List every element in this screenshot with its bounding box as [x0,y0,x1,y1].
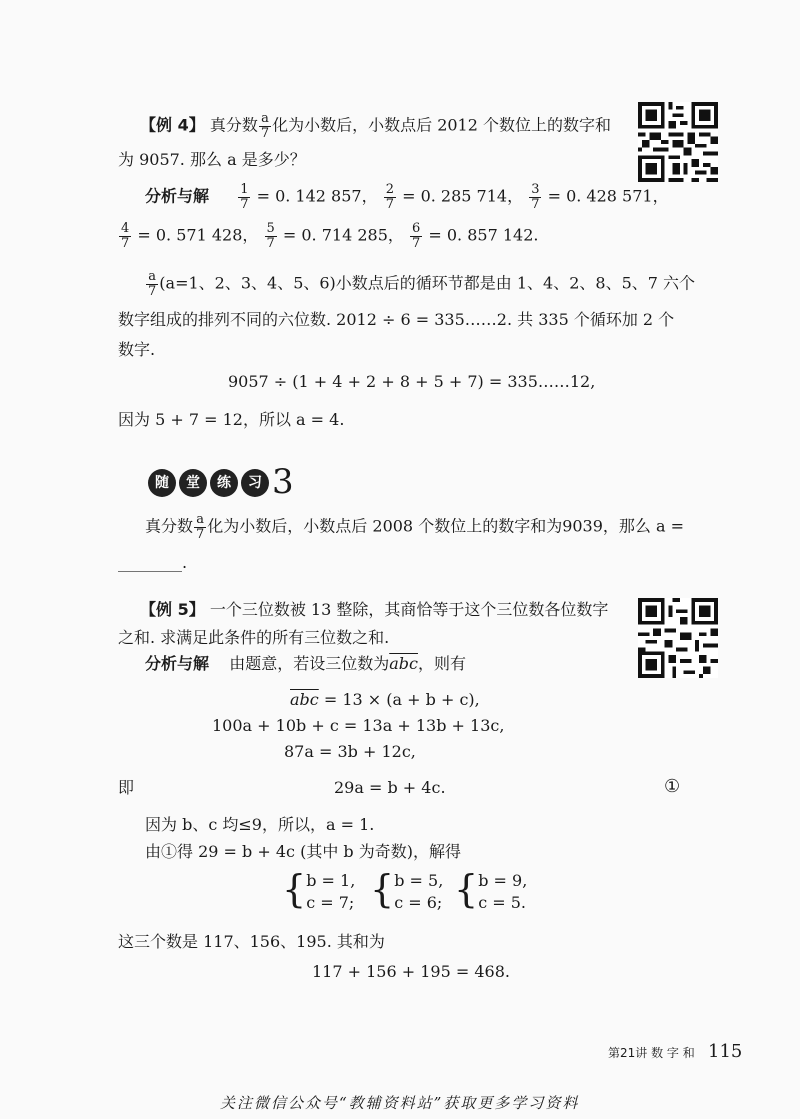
decimal-value: = 0. 428 571 [547,186,653,206]
conclusion: 因为 5 + 7 = 12，所以 a = 4. [118,410,345,429]
analysis-line-1: 分析与解 $\frac{1}{7}$ = 0. 142 857， $\frac{2}{7}$ = 0. 285 714， $\frac{3}{7}$ = 0. 428 571， [145,182,669,212]
lecture-title: 第21讲 数 字 和 [608,1046,695,1060]
page-number: 115 [708,1041,743,1062]
decimal-value: = 0. 285 714 [402,186,508,206]
analysis-label: 分析与解 [145,654,210,673]
fraction: $\frac{3}{7}$ [531,182,540,212]
text-line: 这三个数是 117、156、195. 其和为 [118,932,385,951]
qr-code-icon [638,598,718,678]
fraction: $\frac{2}{7}$ [385,182,394,212]
analysis-line: 分析与解 由题意，若设三位数为$\overline{abc}$，则有 [145,654,466,673]
practice-line-1: 真分数 $\frac{a}{7}$ 化为小数后，小数点后 2008 个数位上的数字和为9039，那么 a = [145,512,685,542]
text-line: 因为 b、c 均≤9，所以，a = 1. [145,815,375,834]
solution-system: { b = 1, c = 7; [282,867,356,912]
text-line: 由①得 29 = b + 4c (其中 b 为奇数)，解得 [145,842,461,861]
decimal-value: = 0. 857 142. [428,225,539,245]
equation: $\overline{abc} = 13 \times (a + b + c)$, [290,690,480,709]
example-4-line-2: 为 9057. 那么 a 是多少？ [118,150,306,169]
equation: 29a = b + 4c. [334,778,446,797]
paragraph-line: 数字. [118,340,156,359]
example-5-label: 【例 5】 [140,600,205,619]
fraction: $\frac{a}{7}$ [148,269,157,299]
abc-overline: $\overline{abc}$ [389,654,418,673]
circled-marker: ① [664,776,681,797]
heading-char: 练 [210,469,238,497]
equation: 117 + 156 + 195 = 468. [312,962,510,981]
solution-system: { b = 9, c = 5. [454,867,528,912]
practice-number: 3 [272,462,294,502]
fraction: $\frac{5}{7}$ [266,221,275,251]
equation: 100a + 10b + c = 13a + 13b + 13c, [212,716,505,735]
footer-note: 关注微信公众号“教辅资料站”获取更多学习资料 [220,1094,580,1112]
analysis-label: 分析与解 [145,186,210,206]
analysis-line-2: $\frac{4}{7}$ = 0. 571 428， $\frac{5}{7}$ = 0. 714 285， $\frac{6}{7}$ = 0. 857 142. [121,221,539,251]
fraction: $\frac{6}{7}$ [412,221,421,251]
example-5-line-1: 【例 5】 一个三位数被 13 整除，其商恰等于这个三位数各位数字 [140,600,609,619]
decimal-value: = 0. 142 857 [256,186,362,206]
fraction: $\frac{a}{7}$ [260,111,270,141]
fraction: $\frac{1}{7}$ [240,182,249,212]
answer-blank: ________. [118,553,188,572]
heading-char: 随 [148,469,176,497]
decimal-value: = 0. 714 285 [282,225,388,245]
solution-system: { b = 5, c = 6; [370,867,444,912]
ji-label: 即 [118,778,135,797]
example-4-line-1: 【例 4】 真分数 $\frac{a}{7}$ 化为小数后，小数点后 2012 个数位上的数字和 [140,111,612,141]
qr-code-icon [638,102,718,182]
fraction: $\frac{4}{7}$ [121,221,130,251]
heading-char: 习 [241,469,269,497]
example-5-line-2: 之和. 求满足此条件的所有三位数之和. [118,628,390,647]
fraction: $\frac{a}{7}$ [196,512,205,542]
decimal-value: = 0. 571 428 [137,225,243,245]
equation: 9057 ÷ (1 + 4 + 2 + 8 + 5 + 7) = 335……12, [228,372,596,391]
equation: 87a = 3b + 12c, [284,742,416,761]
paragraph-line: 数字组成的排列不同的六位数. 2012 ÷ 6 = 335……2. 共 335 个循环加 2 个 [118,310,675,329]
practice-heading [148,462,294,503]
example-4-label: 【例 4】 [140,115,205,135]
paragraph-line: $\frac{a}{7}$ (a=1、2、3、4、5、6)小数点后的循环节都是由 1、4、2、8、5、7 六个 [148,269,696,299]
heading-char: 堂 [179,469,207,497]
